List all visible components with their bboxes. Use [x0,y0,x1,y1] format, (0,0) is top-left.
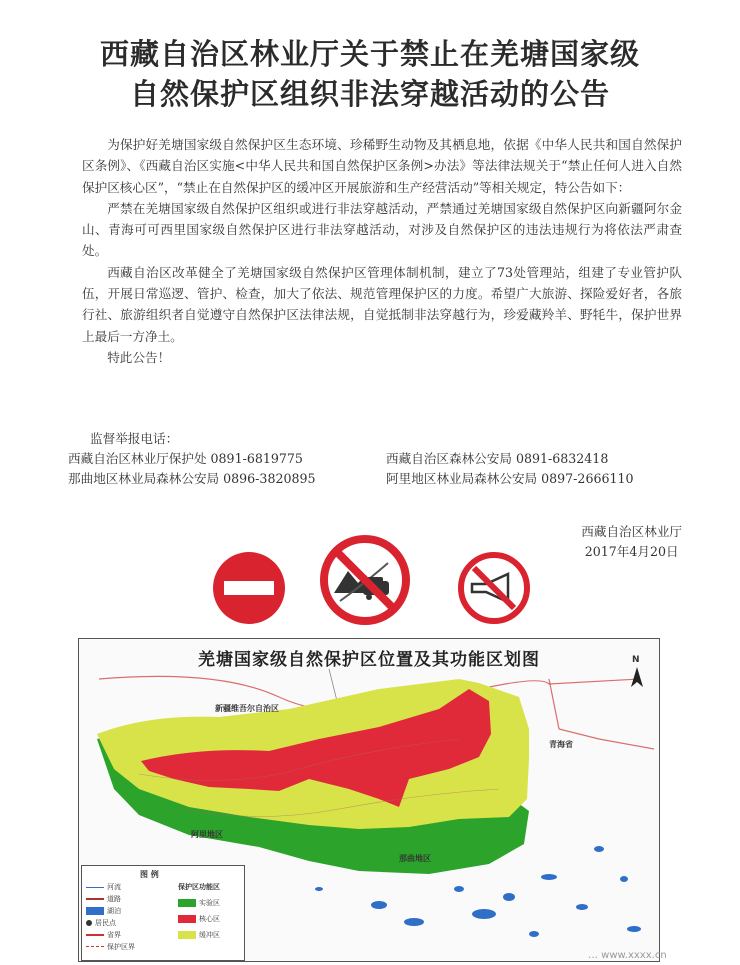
title-line-2: 自然保护区组织非法穿越活动的公告 [129,77,610,111]
contact-forest-police: 西藏自治区森林公安局 0891-6832418 [386,451,609,466]
legend-title: 图 例 [140,870,159,879]
contact-forestry-dept: 西藏自治区林业厅保护处 0891-6819775 [68,451,303,466]
notice-title [0,34,740,114]
signature-block [581,522,682,562]
signature-date: 2017年4月20日 [584,544,679,559]
paragraph-closing: 特此公告！ [107,349,171,365]
label-ali: 阿里地区 [191,830,223,839]
contact-ali-police: 阿里地区林业局森林公安局 0897-2666110 [386,471,634,486]
legend-settlement: 居民点 [86,918,116,928]
map-title: 羌塘国家级自然保护区位置及其功能区划图 [198,650,540,670]
map-legend [81,865,245,961]
contact-row [68,449,688,469]
contact-block [68,429,688,489]
legend-road: 道路 [86,894,121,904]
no-horn-sign-icon [456,550,532,626]
watermark: … www.xxxx.cn [588,950,667,961]
contact-heading: 监督举报电话： [90,431,179,446]
contact-row [68,469,688,489]
north-label: N [632,655,640,665]
north-arrow-icon [631,667,643,687]
legend-core: 实验区 [178,898,220,908]
label-qinghai: 青海省 [549,740,573,749]
reserve-map [78,638,660,962]
legend-river: 河流 [86,882,121,892]
signature-org: 西藏自治区林业厅 [581,524,682,539]
title-line-1: 西藏自治区林业厅关于禁止在羌塘国家级 [99,37,640,71]
legend-lake: 湖泊 [86,906,121,916]
legend-province-border: 省界 [86,930,121,940]
paragraph-management: 西藏自治区改革健全了羌塘国家级自然保护区管理体制机制，建立了73处管理站，组建了专业管护队伍，开展日常巡逻、管护、检查，加大了依法、规范管理保护区的力度。希望广大旅游、探险爱好者，各旅行社、旅游组织者自觉遵守自然保护区法律法规，自觉抵制非法穿越行为，珍爱藏羚羊、野牦牛，保护世界上最后一方净土。 [82,264,682,344]
legend-experiment: 缓冲区 [178,930,220,940]
paragraph-prohibition: 严禁在羌塘国家级自然保护区组织或进行非法穿越活动，严禁通过羌塘国家级自然保护区向新疆阿尔金山、青海可可西里国家级自然保护区进行非法穿越活动，对涉及自然保护区的违法违规行为将依法严肃查处。 [82,200,682,259]
no-vehicles-sign-icon [318,533,412,627]
legend-zone-title: 保护区功能区 [178,883,220,891]
no-entry-sign-icon [211,550,287,626]
label-naqu: 那曲地区 [399,854,431,863]
contact-naqu-police: 那曲地区林业局森林公安局 0896-3820895 [68,471,316,486]
legend-buffer: 核心区 [178,914,220,924]
paragraph-intro: 为保护好羌塘国家级自然保护区生态环境、珍稀野生动物及其栖息地，依据《中华人民共和国自然保护区条例》、《西藏自治区实施<中华人民共和国自然保护区条例>办法》等法律法规关于“禁止任何人进入自然保护区核心区”，“禁止在自然保护区的缓冲区开展旅游和生产经营活动”等相关规定，特公告如下： [82,137,682,195]
legend-reserve-border: 保护区界 [86,942,135,952]
notice-body [82,134,682,368]
label-xinjiang: 新疆维吾尔自治区 [215,704,279,713]
